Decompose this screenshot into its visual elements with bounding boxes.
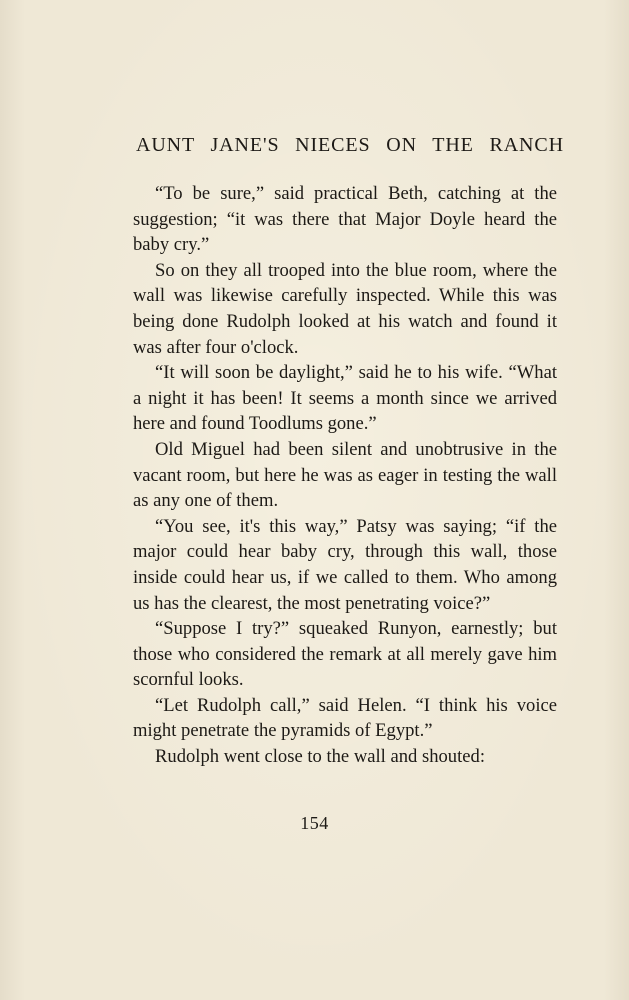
paragraph: Old Miguel had been silent and unobtrusive in the vacant room, but here he was as eager in testing the wall as any one of them. xyxy=(133,438,557,512)
running-title: AUNT JANE'S NIECES ON THE RANCH xyxy=(136,134,564,156)
paragraph: So on they all trooped into the blue room, where the wall was likewise carefully inspected. While this was being done Rudolph looked at his watch and found it was after four o'clock. xyxy=(133,259,557,358)
paragraph: “You see, it's this way,” Patsy was saying; “if the major could hear baby cry, through this wall, those inside could hear us, if we called to them. Who among us has the clearest, the most penetrating voice?” xyxy=(133,515,557,614)
paragraph: “Let Rudolph call,” said Helen. “I think his voice might penetrate the pyramids of Egypt.” xyxy=(133,694,557,742)
paragraph: Rudolph went close to the wall and shouted: xyxy=(155,746,485,768)
page-number: 154 xyxy=(300,813,329,833)
paragraph: “It will soon be daylight,” said he to his wife. “What a night it has been! It seems a month since we arrived here and found Toodlums gone.” xyxy=(133,362,557,435)
paragraph: “Suppose I try?” squeaked Runyon, earnestly; but those who considered the remark at all merely gave him scornful looks. xyxy=(133,618,557,691)
paragraph: “To be sure,” said practical Beth, catching at the suggestion; “it was there that Major Doyle heard the baby cry.” xyxy=(133,183,557,256)
page-body xyxy=(133,181,557,770)
